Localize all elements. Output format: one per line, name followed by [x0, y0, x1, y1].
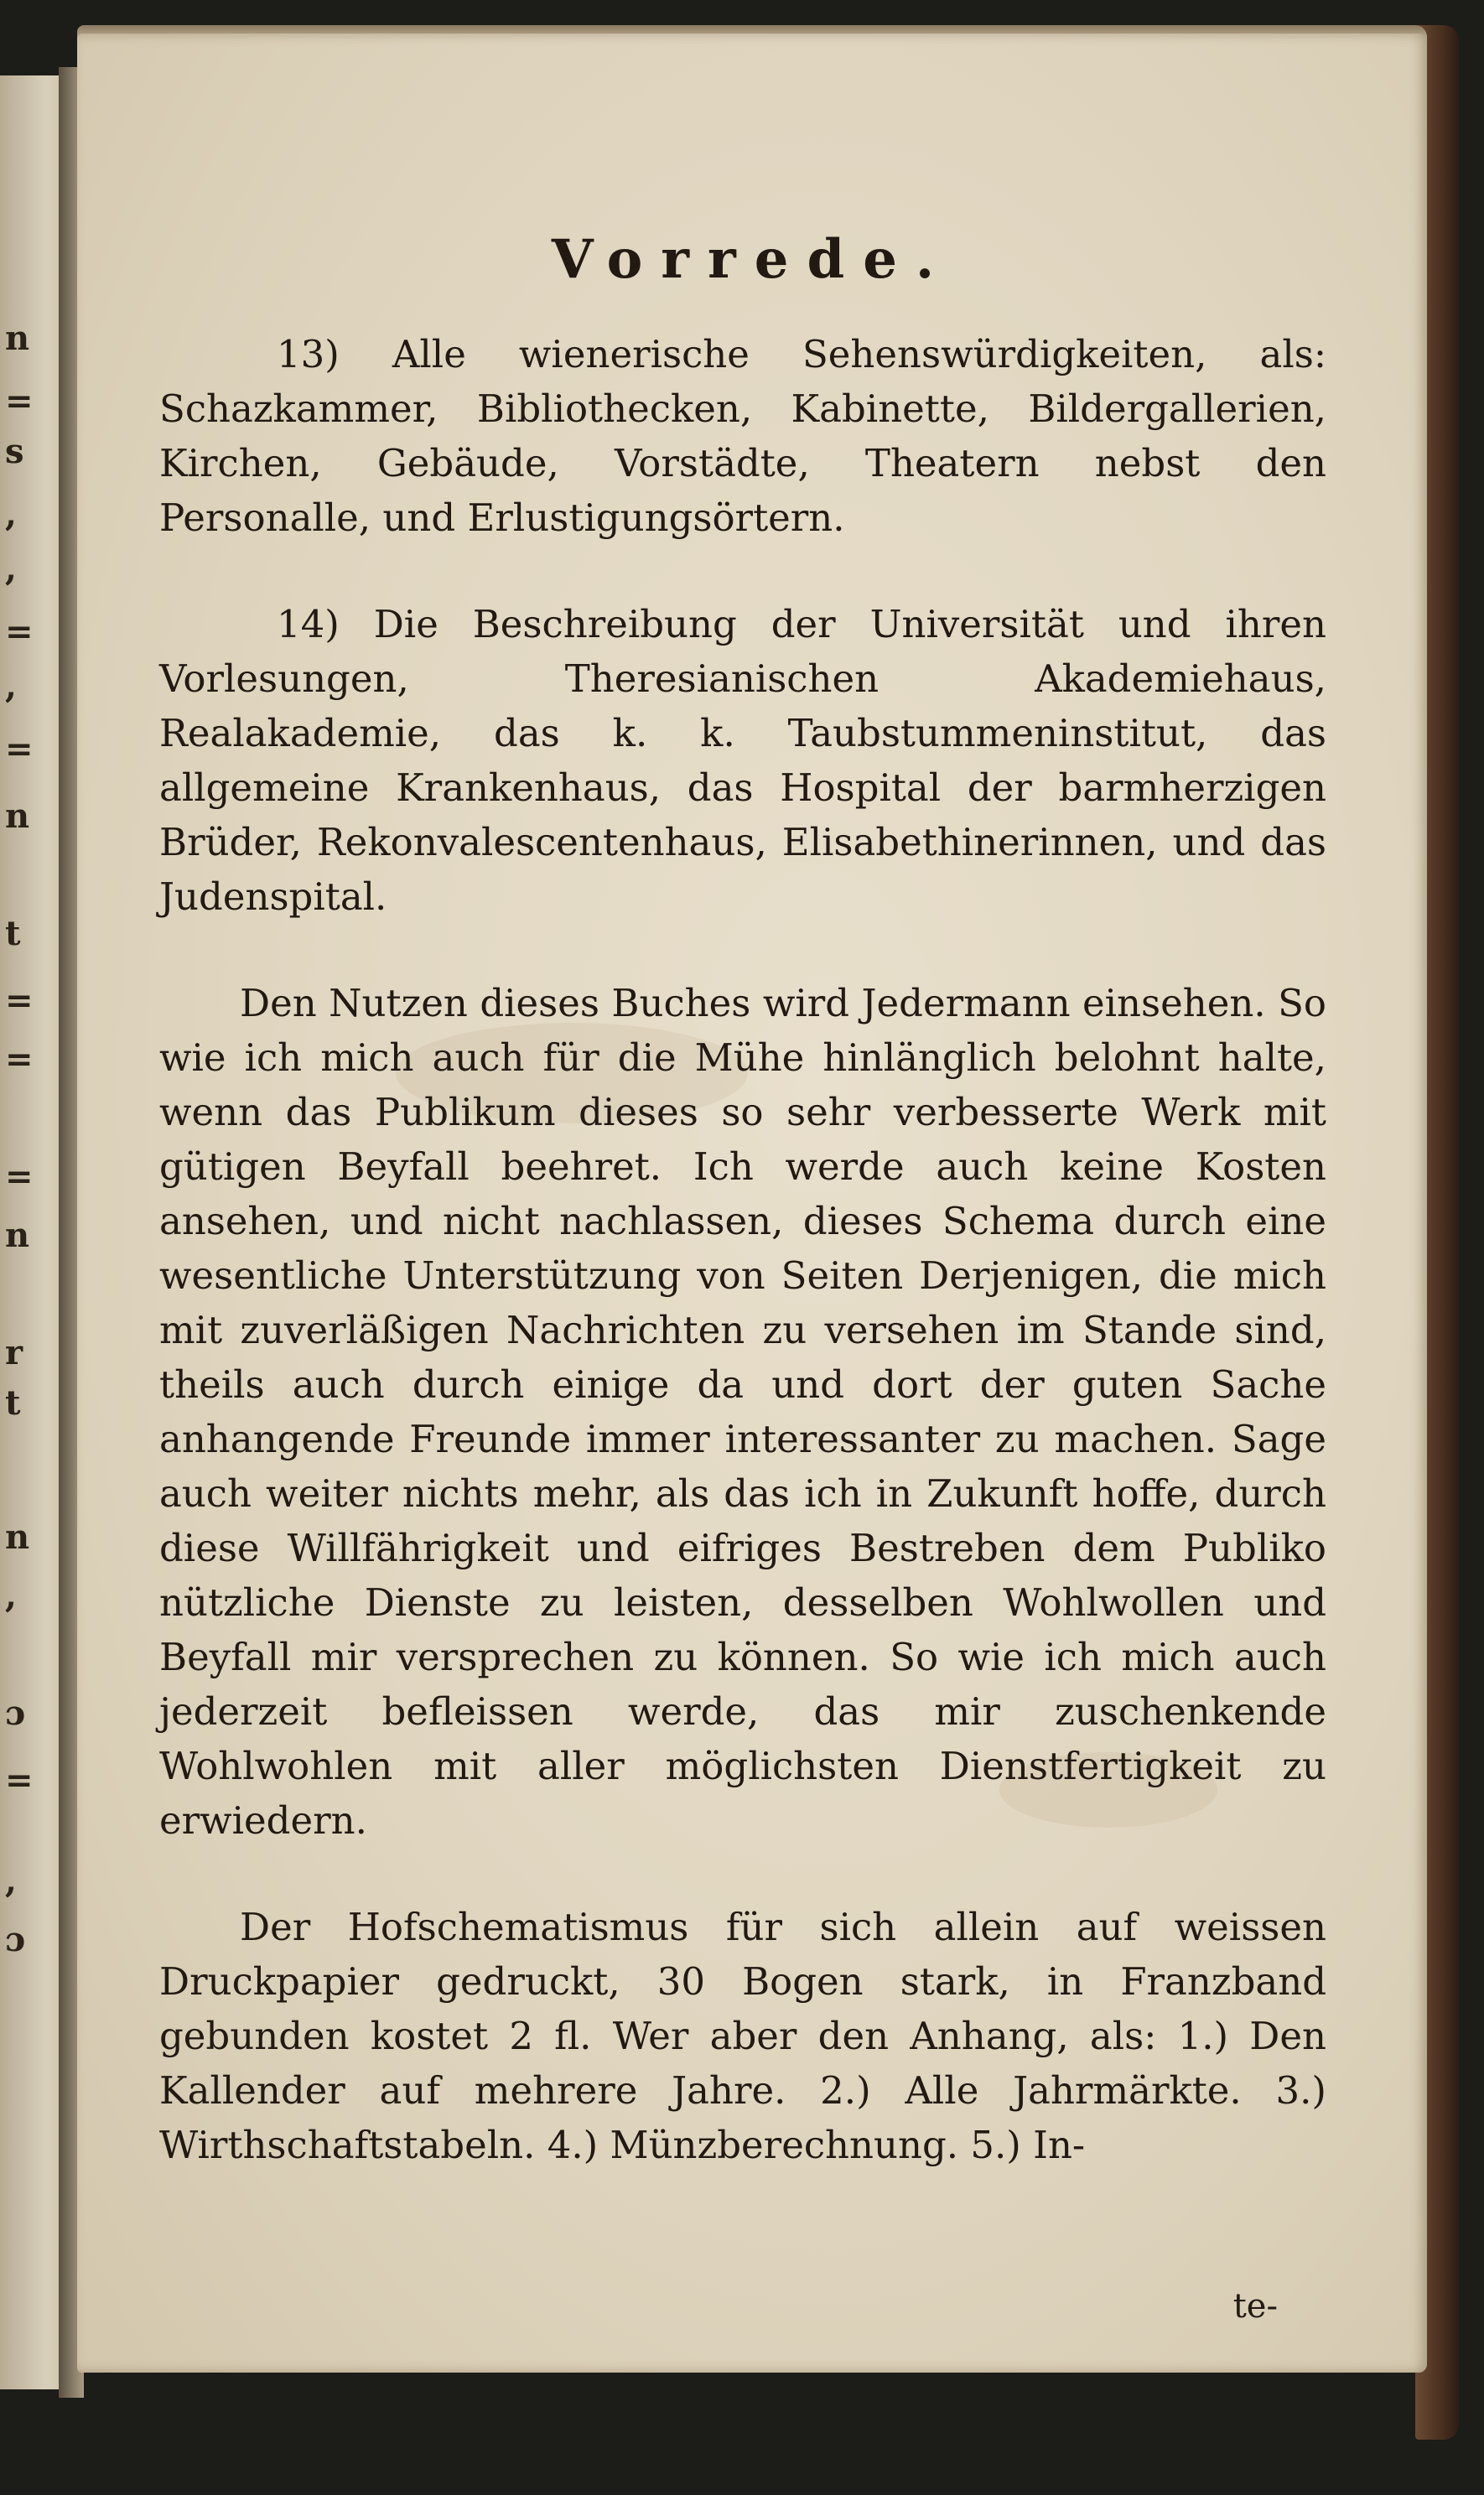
book-page	[77, 34, 1427, 2373]
facing-page-fragment: =	[5, 381, 34, 421]
paragraph-item-14: 14) Die Beschreibung der Universität und ihren Vorlesungen, Theresianischen Akademiehaus, Realakademie, das k. k. Taubstummeninstitut, das allgemeine Krankenhaus, das Hospital der barmherzigen Brüder, Rekonvalescentenhaus, Elisabethinerinnen, und das Judenspital.	[159, 602, 1326, 919]
facing-page-fragment: t	[5, 1383, 21, 1423]
facing-page-fragment: ,	[5, 667, 17, 706]
paragraph-preface-body: Den Nutzen dieses Buches wird Jedermann einsehen. So wie ich mich auch für die Mühe hinlänglich belohnt halte, wenn das Publikum dieses so sehr verbesserte Werk mit gütigen Beyfall beehret. Ich werde auch keine Kosten ansehen, und nicht nachlassen, dieses Schema durch eine wesentliche Unterstützung von Seiten Derjenigen, die mich mit zuverläßigen Nachrichten zu versehen im Stande sind, theils auch durch einige da und dort der guten Sache anhangende Freunde immer interessanter zu machen. Sage auch weiter nichts mehr, als das ich in Zukunft hoffe, durch diese Willfährigkeit und eifriges Bestreben dem Publiko nützliche Dienste zu leisten, desselben Wohlwollen und Beyfall mir versprechen zu können. So wie ich mich auch jederzeit befleissen werde, das mir zuschenkende Wohlwohlen mit aller möglichsten Dienstfertigkeit zu erwiedern.	[159, 981, 1326, 1843]
paragraph-item-13: 13) Alle wienerische Sehenswürdigkeiten, als: Schazkammer, Bibliothecken, Kabinette, Bildergallerien, Kirchen, Gebäude, Vorstädte, Theatern nebst den Personalle, und Erlustigungsörtern.	[159, 332, 1326, 540]
facing-page-fragment: n	[5, 796, 30, 836]
facing-page-fragment: ,	[5, 549, 17, 589]
facing-page-fragment: ,	[5, 1576, 17, 1616]
facing-page-fragment: ,	[5, 1861, 17, 1901]
facing-page-fragment: =	[5, 729, 34, 769]
facing-page-fragment: =	[5, 1040, 34, 1079]
running-head: Vorrede.	[551, 228, 953, 291]
paragraph-price-info: Der Hofschematismus für sich allein auf weissen Druckpapier gedruckt, 30 Bogen stark, in Franzband gebunden kostet 2 fl. Wer aber den Anhang, als: 1.) Den Kallender auf mehrere Jahre. 2.) Alle Jahrmärkte. 3.) Wirthschaftstabeln. 4.) Münzberechnung. 5.) In-	[159, 1905, 1326, 2167]
facing-page-fragment: ɔ	[5, 1694, 26, 1733]
facing-page-fragment: r	[5, 1333, 23, 1372]
facing-page-fragment: t	[5, 914, 21, 953]
facing-page-fragment: =	[5, 1157, 34, 1196]
facing-page-fragment: n	[5, 319, 30, 358]
facing-page-fragment: n	[5, 1517, 30, 1557]
facing-page-fragment: =	[5, 612, 34, 651]
facing-page-fragment: n	[5, 1216, 30, 1255]
facing-page-fragment: =	[5, 1761, 34, 1800]
facing-page-fragment: s	[5, 432, 24, 471]
facing-page-fragment: =	[5, 981, 34, 1020]
facing-page-fragment: ɔ	[5, 1920, 26, 1959]
body-text	[159, 327, 1326, 2172]
catchword: te-	[1232, 2287, 1278, 2326]
facing-page-fragment: ,	[5, 495, 17, 534]
